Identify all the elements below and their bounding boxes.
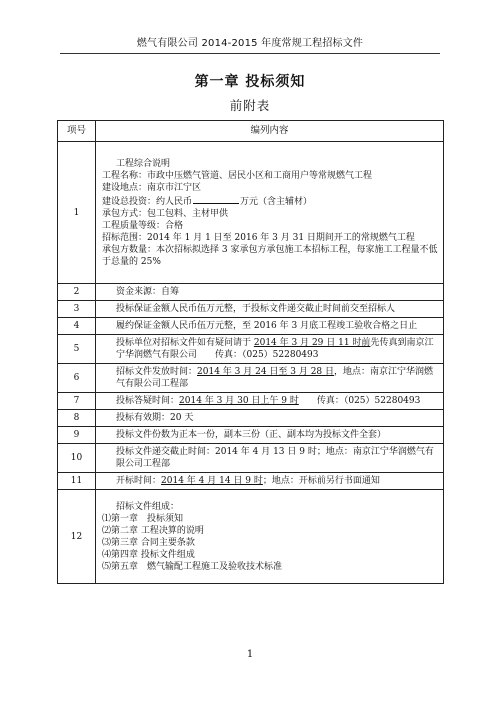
row-number: 1 [58,142,96,284]
text-segment: ，地点：南京江宁华润燃气有限公司工程部 [116,367,434,389]
row-content [96,284,444,301]
content-line: 投标有效期：20 天 [116,413,194,423]
content-line: 工程质量等级：合格 [102,220,184,231]
row-number: 12 [58,490,96,584]
row-number: 8 [58,410,96,427]
table-row [58,335,444,364]
row-content [96,410,444,427]
table-row [58,490,444,584]
front-table [57,120,444,584]
text-segment: 建设总投资：约人民币 [102,196,193,207]
content-line: ⑷第四章 投标文件组成 [102,549,195,560]
content-line [102,194,439,208]
row-content [96,490,444,584]
row-content [96,335,444,364]
content-line: 工程综合说明 [116,158,171,169]
table-row [58,393,444,410]
underlined-date: 2014 年 3 月 24 日至 3 月 28 日 [197,367,335,377]
table-row [58,427,444,444]
row-content [96,142,444,284]
content-line: 招标范围：2014 年 1 月 1 日至 2016 年 3 月 31 日期间开工的常规燃气工程 [102,232,415,243]
underlined-date: 2014 年 3 月 30 日上午 9 时 [179,396,299,406]
row-number: 9 [58,427,96,444]
content-line: 工程名称：市政中压燃气管道、居民小区和工商用户等常规燃气工程 [102,170,373,181]
content-line: 承包方数量：本次招标拟选择 3 家承包方承包施工本招标工程，每家施工工程量不低于总量的 25% [102,244,438,267]
row-content [96,444,444,473]
content-line: 建设地点：南京市江宁区 [102,182,202,193]
text-segment: 先传真到南京江宁华润燃气有限公司 传真：（025）52280493 [116,338,434,360]
content-line [102,475,439,487]
row-number: 6 [58,364,96,393]
row-content [96,318,444,335]
row-number: 10 [58,444,96,473]
text-segment: 投标答疑时间： [116,396,180,406]
table-row [58,364,444,393]
content-line: 招标文件组成： [116,501,180,512]
content-line [102,395,439,407]
table-row [58,473,444,490]
table-body [58,142,444,584]
text-segment: 传真：（025）52280493 [298,396,421,406]
table-row [58,410,444,427]
table-row [58,142,444,284]
table-row [58,318,444,335]
blank-underline [193,194,239,204]
content-line: ⑶第三章 合同主要条款 [102,537,195,548]
content-line [102,366,439,390]
table-subtitle: 前附表 [229,98,271,113]
text-segment: 投标单位对招标文件如有疑问请于 [116,338,254,348]
row-number: 11 [58,473,96,490]
content-line: 投标文件份数为正本一份，副本三份（正、副本均为投标文件全套） [116,430,387,440]
table-row [58,444,444,473]
content-line: 资金来源：自筹 [116,287,180,297]
chapter-title: 第一章 投标须知 [194,74,306,90]
text-segment: ；地点：开标前另行书面通知 [262,476,380,486]
content-line: 履约保证金额人民币伍万元整，至 2016 年 3 月底工程竣工验收合格之日止 [116,321,418,331]
running-header: 燃气有限公司 2014-2015 年度常规工程招标文件 [60,34,440,54]
content-line: 投标保证金额人民币伍万元整，于投标文件递交截止时间前交至招标人 [116,304,396,314]
text-segment: 万元（含主辅材） [240,196,313,207]
column-header-number: 项号 [58,121,96,142]
row-number: 7 [58,393,96,410]
row-number: 3 [58,301,96,318]
row-number: 5 [58,335,96,364]
content-line: 承包方式：包工包料、主材甲供 [102,208,229,219]
underlined-date: 2014 年 4 月 14 日 9 时 [161,476,263,486]
row-number: 2 [58,284,96,301]
row-content [96,473,444,490]
row-content [96,427,444,444]
underlined-date: 2014 年 3 月 29 日 11 时前 [253,338,371,348]
content-line: ⑵第二章 工程决算的说明 [102,525,204,536]
column-header-content: 编列内容 [96,121,444,142]
page-number: 1 [246,649,254,660]
content-line: ⑸第五章 燃气输配工程施工及验收技术标准 [102,561,283,572]
text-segment: 开标时间： [116,476,162,486]
row-number: 4 [58,318,96,335]
row-content [96,364,444,393]
content-line [102,337,439,361]
table-row [58,284,444,301]
row-content [96,393,444,410]
text-segment: 招标文件发放时间： [116,367,198,377]
content-line: ⑴第一章 投标须知 [102,513,184,524]
table-row [58,301,444,318]
table-header-row [58,121,444,142]
content-line: 投标文件递交截止时间：2014 年 4 月 13 日 9 时；地点：南京江宁华润燃气有限公司工程部 [116,447,434,469]
row-content [96,301,444,318]
